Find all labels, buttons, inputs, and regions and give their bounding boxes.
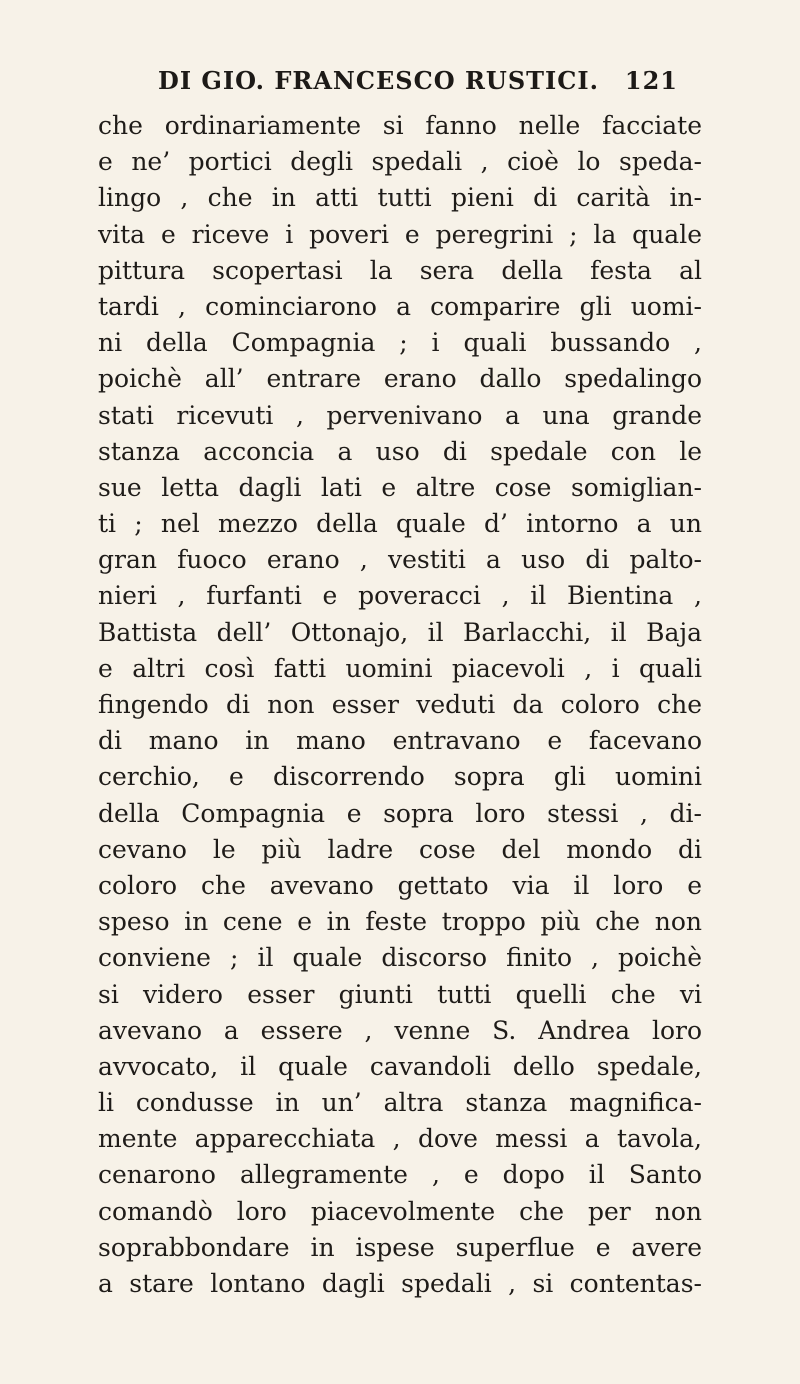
text-line: cenarono allegramente , e dopo il Santo bbox=[98, 1160, 702, 1190]
text-line: lingo , che in atti tutti pieni di carità in- bbox=[98, 183, 702, 213]
text-line: Battista dell’ Ottonajo, il Barlacchi, il Baja bbox=[98, 617, 702, 647]
text-line: soprabbondare in ispese superflue e avere bbox=[98, 1232, 702, 1262]
running-header bbox=[158, 66, 678, 106]
body-text bbox=[98, 108, 702, 1302]
text-line: che ordinariamente si fanno nelle facciate bbox=[98, 111, 702, 140]
text-line: vita e riceve i poveri e peregrini ; la quale bbox=[98, 219, 702, 249]
text-line: avevano a essere , venne S. Andrea loro bbox=[98, 1015, 702, 1045]
text-line: stanza acconcia a uso di spedale con le bbox=[98, 436, 702, 466]
text-line: ni della Compagnia ; i quali bussando , bbox=[98, 328, 702, 358]
text-line: avvocato, il quale cavandoli dello spedale, bbox=[98, 1051, 702, 1081]
text-line: fingendo di non esser veduti da coloro che bbox=[98, 690, 702, 719]
text-line: a stare lontano dagli spedali , si contentas- bbox=[98, 1269, 702, 1298]
text-line: sue letta dagli lati e altre cose somiglian- bbox=[98, 472, 702, 502]
text-line: e altri così fatti uomini piacevoli , i quali bbox=[98, 653, 702, 683]
text-line: poichè all’ entrare erano dallo spedalingo bbox=[98, 364, 702, 394]
running-title: DI GIO. FRANCESCO RUSTICI. bbox=[158, 66, 599, 95]
text-line: speso in cene e in feste troppo più che non bbox=[98, 907, 702, 937]
text-line: tardi , cominciarono a comparire gli uomi- bbox=[98, 291, 702, 321]
text-line: cevano le più ladre cose del mondo di bbox=[98, 834, 702, 864]
text-line: coloro che avevano gettato via il loro e bbox=[98, 870, 702, 900]
text-line: di mano in mano entravano e facevano bbox=[98, 726, 702, 756]
text-line: pittura scopertasi la sera della festa al bbox=[98, 255, 702, 285]
text-line: mente apparecchiata , dove messi a tavola, bbox=[98, 1124, 702, 1154]
page-number: 121 bbox=[624, 66, 678, 95]
text-line: ti ; nel mezzo della quale d’ intorno a un bbox=[98, 509, 702, 539]
text-line: e ne’ portici degli spedali , cioè lo speda- bbox=[98, 147, 702, 177]
text-line: comandò loro piacevolmente che per non bbox=[98, 1196, 702, 1226]
text-line: si videro esser giunti tutti quelli che vi bbox=[98, 979, 702, 1009]
text-line: stati ricevuti , pervenivano a una grande bbox=[98, 400, 702, 430]
text-line: nieri , furfanti e poveracci , il Bientina , bbox=[98, 581, 702, 611]
text-line: conviene ; il quale discorso finito , poichè bbox=[98, 943, 702, 973]
text-line: gran fuoco erano , vestiti a uso di palto- bbox=[98, 545, 702, 575]
text-line: della Compagnia e sopra loro stessi , di- bbox=[98, 798, 702, 828]
text-line: li condusse in un’ altra stanza magnifica- bbox=[98, 1088, 702, 1118]
text-line: cerchio, e discorrendo sopra gli uomini bbox=[98, 762, 702, 792]
